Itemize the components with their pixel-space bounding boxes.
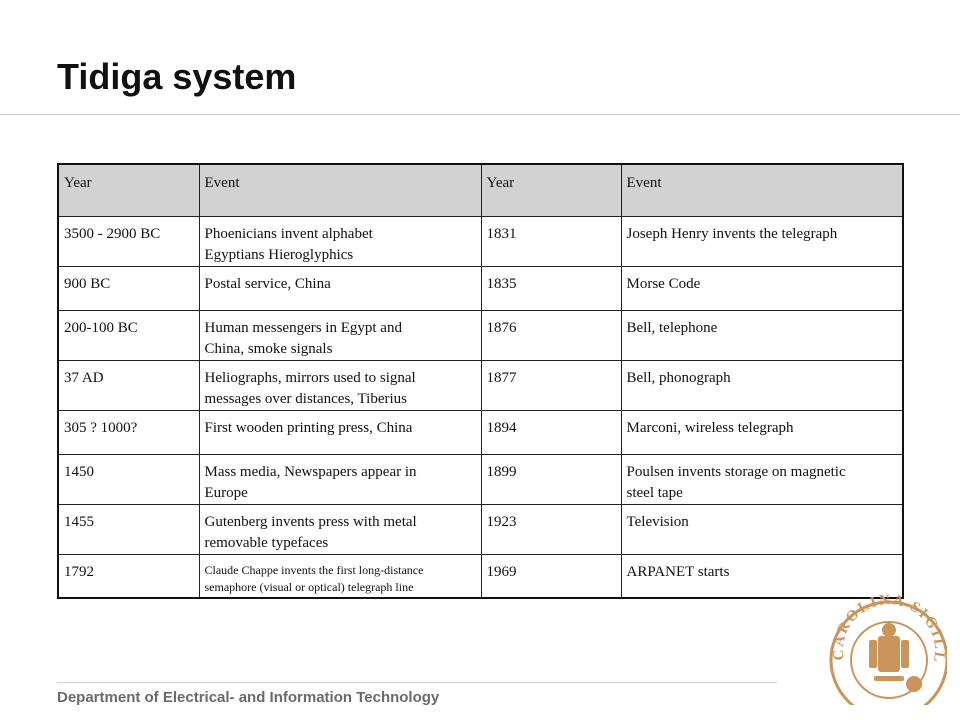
table-row [58, 216, 903, 266]
table-row [58, 310, 903, 360]
title-divider [0, 114, 960, 115]
header-year-1: Year [58, 164, 199, 216]
seal-lettering: CAROLINA SIGILL [830, 592, 947, 665]
event-cell: Human messengers in Egypt and China, smoke signals [199, 310, 481, 360]
year-cell: 1894 [481, 410, 621, 454]
event-cell: Television [621, 504, 903, 554]
year-cell: 37 AD [58, 360, 199, 410]
event-cell: First wooden printing press, China [199, 410, 481, 454]
event-cell: Gutenberg invents press with metal removable typefaces [199, 504, 481, 554]
event-cell: Marconi, wireless telegraph [621, 410, 903, 454]
year-cell: 1450 [58, 454, 199, 504]
table-row [58, 360, 903, 410]
event-cell: Postal service, China [199, 266, 481, 310]
table-row [58, 266, 903, 310]
history-table [57, 163, 904, 599]
year-cell: 1835 [481, 266, 621, 310]
year-cell: 900 BC [58, 266, 199, 310]
table-row [58, 454, 903, 504]
year-cell: 305 ? 1000? [58, 410, 199, 454]
year-cell: 1923 [481, 504, 621, 554]
event-cell: Phoenicians invent alphabet Egyptians Hieroglyphics [199, 216, 481, 266]
year-cell: 1969 [481, 554, 621, 598]
year-cell: 3500 - 2900 BC [58, 216, 199, 266]
year-cell: 1877 [481, 360, 621, 410]
year-cell: 1455 [58, 504, 199, 554]
table-row [58, 504, 903, 554]
header-event-1: Event [199, 164, 481, 216]
year-cell: 200-100 BC [58, 310, 199, 360]
event-cell: Claude Chappe invents the first long-distance semaphore (visual or optical) telegraph line [199, 554, 481, 598]
event-cell: Morse Code [621, 266, 903, 310]
year-cell: 1876 [481, 310, 621, 360]
event-cell: Mass media, Newspapers appear in Europe [199, 454, 481, 504]
event-cell: Heliographs, mirrors used to signal messages over distances, Tiberius [199, 360, 481, 410]
year-cell: 1831 [481, 216, 621, 266]
event-cell: Bell, phonograph [621, 360, 903, 410]
event-cell: ARPANET starts [621, 554, 903, 598]
header-event-2: Event [621, 164, 903, 216]
table-row [58, 554, 903, 598]
footer-divider [57, 682, 777, 683]
year-cell: 1899 [481, 454, 621, 504]
event-cell: Bell, telephone [621, 310, 903, 360]
slide-title: Tidiga system [57, 56, 297, 97]
year-cell: 1792 [58, 554, 199, 598]
footer-department: Department of Electrical- and Information Technology [57, 689, 440, 706]
event-cell: Joseph Henry invents the telegraph [621, 216, 903, 266]
header-year-2: Year [481, 164, 621, 216]
university-seal-logo [822, 580, 947, 705]
table-header-row [58, 164, 903, 216]
event-cell: Poulsen invents storage on magnetic steel tape [621, 454, 903, 504]
table-row [58, 410, 903, 454]
